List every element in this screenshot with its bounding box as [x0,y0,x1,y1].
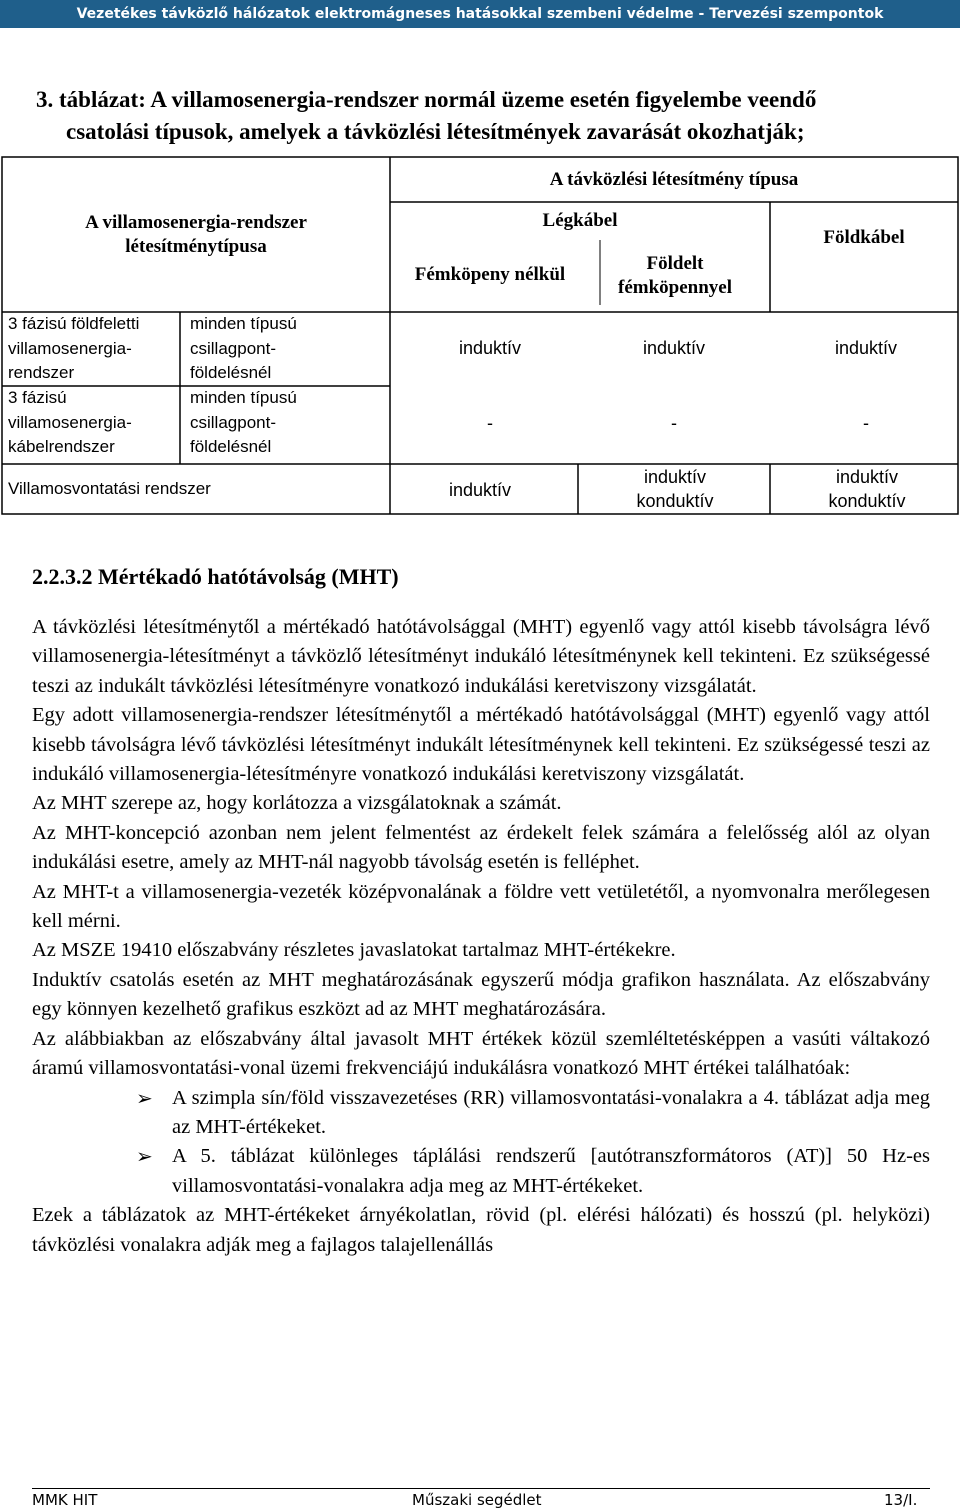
table-caption-line2: csatolási típusok, amelyek a távközlési létesítmények zavarását okozhatják; [66,119,805,144]
row3-foldelt-value-1: induktív [643,467,707,487]
footer-divider [32,1488,930,1489]
list-item-text: A szimpla sín/föld visszavezetéses (RR) villamosvontatási-vonalakra a 4. táblázat adja meg az MHT-értékeket. [172,1086,930,1138]
list-item-text: A 5. táblázat különleges táplálási rendszerű [autótranszformátoros (AT)] 50 Hz-es villamosvontatási-vonalakra adja meg az MHT-értékeket. [172,1145,930,1197]
header-facility-type-label: A villamosenergia-rendszer létesítménytípusa [85,211,307,257]
row3-femkopeny-nelkul [400,477,560,503]
row1-foldelt [604,335,744,361]
header-foldelt-femkopennyel-label: Földelt fémköpennyel [618,253,732,298]
header-foldkabel [770,220,958,256]
paragraph: Az MHT-t a villamosenergia-vezeték középvonalának a földre vett vetületétől, a nyomvonalra merőlegesen kell mérni. [32,880,930,933]
row3-foldelt-value-2: konduktív [636,491,714,511]
paragraph: Az alábbiakban az előszabvány által javasolt MHT értékek közül szemléltetésképpen a vasúti váltakozó áramú villamosvontatási-vonal üzemi frekvenciájú indukálásra vonatkozó MHT értékei találhatóak: [32,1027,930,1080]
row1-femkopeny-nelkul-value: induktív [458,338,522,358]
row2-foldelt-value: - [671,413,677,433]
row2-foldelt [604,410,744,436]
header-foldelt-femkopennyel [600,248,750,304]
header-legkabel [530,207,630,235]
paragraph: Ezek a táblázatok az MHT-értékeket árnyékolatlan, rövid (pl. elérési hálózati) és hosszú (pl. helyközi) távközlési vonalakra adják meg a fajlagos talajellenállás [32,1204,930,1256]
footer-page-number: 13/I. [884,1491,918,1509]
paragraph: A távközlési létesítménytől a mértékadó hatótávolsággal (MHT) egyenlő vagy attól kisebb távolságra lévő villamosenergia-létesítményt a távközlő létesítményt indukáló létesítménynek kell tekinteni. Ez szükségessé teszi az indukált távközlési létesítményre vonatkozó indukálási keretviszony vizsgálatát. [32,616,930,697]
row1-foldkabel-value: induktív [834,338,898,358]
footer-center: Műszaki segédlet [412,1491,542,1509]
footer-left: MMK HIT [32,1491,98,1509]
row3-foldkabel-value-1: induktív [835,467,899,487]
running-header: Vezetékes távközlő hálózatok elektromágneses hatásokkal szembeni védelme - Tervezési szempontok [0,0,960,28]
header-foldkabel-label: Földkábel [823,227,905,248]
row3-system: Villamosvontatási rendszer [8,479,211,498]
section-heading: 2.2.3.2 Mértékadó hatótávolság (MHT) [32,564,399,589]
row3-femkopeny-nelkul-value: induktív [448,480,512,500]
paragraph: Az MHT-koncepció azonban nem jelent felmentést az érdekelt felek számára a felelősség alól az olyan indukálási esetre, amely az MHT-nál nagyobb távolság esetén is felléphet. [32,821,930,874]
row2-femkopeny-nelkul [420,410,560,436]
row3-foldkabel-value-2: konduktív [828,491,906,511]
header-femkopeny-nelkul-label: Fémköpeny nélkül [414,264,566,285]
arrow-bullet-icon: ➢ [136,1085,153,1110]
paragraph: Az MSZE 19410 előszabvány részletes javaslatokat tartalmaz MHT-értékekre. [32,939,676,962]
row2-condition: minden típusú csillagpont-földelésnél [190,388,297,456]
arrow-bullet-icon: ➢ [136,1144,153,1169]
row2-femkopeny-nelkul-value: - [487,413,493,433]
body-text [32,613,930,1260]
list-item [32,1142,930,1201]
row2-foldkabel [796,410,936,436]
paragraph: Egy adott villamosenergia-rendszer létesítménytől a mértékadó hatótávolsággal (MHT) egyenlő vagy attól kisebb távolságra lévő távközlési létesítményt indukált létesítménynek kell tekinteni. Ez szükségessé teszi az indukáló villamosenergia-létesítményre vonatkozó indukálási keretviszony vizsgálatát. [32,704,930,786]
row3-foldkabel [787,465,947,513]
table-caption-line1: 3. táblázat: A villamosenergia-rendszer normál üzeme esetén figyelembe veendő [36,87,817,112]
row1-system: 3 fázisú földfeletti villamosenergia-rendszer [8,314,140,382]
header-facility-type [2,157,390,312]
header-legkabel-label: Légkábel [542,210,618,231]
row1-condition: minden típusú csillagpont-földelésnél [190,314,297,382]
paragraph: Induktív csatolás esetén az MHT meghatározásának egyszerű módja grafikon használata. Az előszabvány egy könnyen kezelhető grafikus eszközt ad az MHT meghatározására. [32,968,930,1021]
header-telecom-type [390,157,958,202]
header-telecom-type-label: A távközlési létesítmény típusa [549,168,799,190]
bullet-list [32,1084,930,1202]
row2-foldkabel-value: - [863,413,869,433]
row1-femkopeny-nelkul [420,335,560,361]
row3-foldelt [595,465,755,513]
header-femkopeny-nelkul [390,258,590,292]
paragraph: Az MHT szerepe az, hogy korlátozza a vizsgálatoknak a számát. [32,792,562,815]
row1-foldkabel [796,335,936,361]
list-item [32,1084,930,1143]
row1-foldelt-value: induktív [642,338,706,358]
row2-system: 3 fázisú villamosenergia-kábelrendszer [8,388,132,456]
